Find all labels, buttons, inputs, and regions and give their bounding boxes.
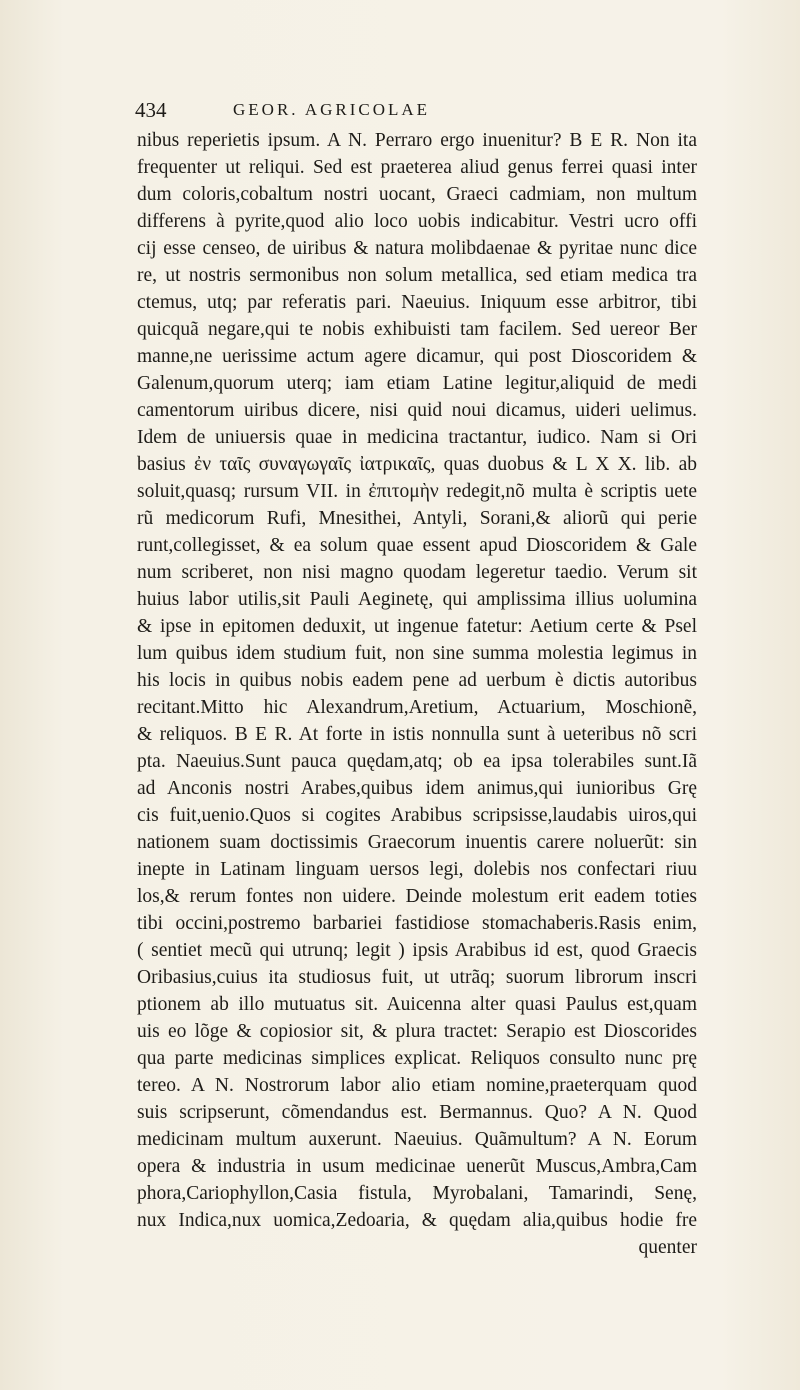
text-line: manne,ne uerissime actum agere dicamur, qui post Dioscoridem & bbox=[137, 346, 697, 367]
text-line: phora,Cariophyllon,Casia fistula, Myrobalani, Tamarindi, Senę, bbox=[137, 1183, 697, 1204]
text-line: his locis in quibus nobis eadem pene ad uerbum è dictis autoribus bbox=[137, 670, 697, 691]
text-line: pta. Naeuius.Sunt pauca quędam,atq; ob ea ipsa tolerabiles sunt.Iã bbox=[137, 751, 697, 772]
text-line: re, ut nostris sermonibus non solum metallica, sed etiam medica tra bbox=[137, 265, 697, 286]
text-line: basius ἐν ταῖς συναγωγαῖς ἰατρικαῖς, quas duobus & L X X. lib. ab bbox=[137, 454, 697, 475]
text-line: cis fuit,uenio.Quos si cogites Arabibus scripsisse,laudabis uiros,qui bbox=[137, 805, 697, 826]
text-line: suis scripserunt, cõmendandus est. Bermannus. Quo? A N. Quod bbox=[137, 1102, 697, 1123]
text-line: lum quibus idem studium fuit, non sine summa molestia legimus in bbox=[137, 643, 697, 664]
text-line: runt,collegisset, & ea solum quae essent apud Dioscoridem & Gale bbox=[137, 535, 697, 556]
text-line: medicinam multum auxerunt. Naeuius. Quãmultum? A N. Eorum bbox=[137, 1129, 697, 1150]
text-line: tereo. A N. Nostrorum labor alio etiam nomine,praeterquam quod bbox=[137, 1075, 697, 1096]
text-line: rũ medicorum Rufi, Mnesithei, Antyli, Sorani,& aliorũ qui perie bbox=[137, 508, 697, 529]
text-line: inepte in Latinam linguam uersos legi, dolebis nos confectari riuu bbox=[137, 859, 697, 880]
text-line: frequenter ut reliqui. Sed est praeterea aliud genus ferrei quasi inter bbox=[137, 157, 697, 178]
text-line: differens à pyrite,quod alio loco uobis indicabitur. Vestri ucro offi bbox=[137, 211, 697, 232]
text-line: Oribasius,cuius ita studiosus fuit, ut utrãq; suorum librorum inscri bbox=[137, 967, 697, 988]
text-line: soluit,quasq; rursum VII. in ἐπιτομὴν redegit,nõ multa è scriptis uete bbox=[137, 481, 697, 502]
text-line: tibi occini,postremo barbariei fastidiose stomachaberis.Rasis enim, bbox=[137, 913, 697, 934]
text-line: ad Anconis nostri Arabes,quibus idem animus,qui iunioribus Grę bbox=[137, 778, 697, 799]
text-line: recitant.Mitto hic Alexandrum,Aretium, Actuarium, Moschionẽ, bbox=[137, 697, 697, 718]
text-line: ctemus, utq; par referatis pari. Naeuius. Iniquum esse arbitror, tibi bbox=[137, 292, 697, 313]
text-line: ptionem ab illo mutuatus sit. Auicenna alter quasi Paulus est,quam bbox=[137, 994, 697, 1015]
text-line: Galenum,quorum uterq; iam etiam Latine legitur,aliquid de medi bbox=[137, 373, 697, 394]
body-text bbox=[137, 127, 697, 1261]
text-line: & reliquos. B E R. At forte in istis nonnulla sunt à ueteribus nõ scri bbox=[137, 724, 697, 745]
text-line: ( sentiet mecũ qui utrunq; legit ) ipsis Arabibus id est, quod Graecis bbox=[137, 940, 697, 961]
text-line: cij esse censeo, de uiribus & natura molibdaenae & pyritae nunc dice bbox=[137, 238, 697, 259]
text-line: los,& rerum fontes non uidere. Deinde molestum erit eadem toties bbox=[137, 886, 697, 907]
text-line: Idem de uniuersis quae in medicina tractantur, iudico. Nam si Ori bbox=[137, 427, 697, 448]
text-line: uis eo lõge & copiosior sit, & plura tractet: Serapio est Dioscorides bbox=[137, 1021, 697, 1042]
text-line: dum coloris,cobaltum nostri uocant, Graeci cadmiam, non multum bbox=[137, 184, 697, 205]
text-line: & ipse in epitomen deduxit, ut ingenue fatetur: Aetium certe & Psel bbox=[137, 616, 697, 637]
text-line: nibus reperietis ipsum. A N. Perraro ergo inuenitur? B E R. Non ita bbox=[137, 130, 697, 151]
text-line: quenter bbox=[638, 1237, 697, 1258]
text-line: quicquã negare,qui te nobis exhibuisti tam facilem. Sed uereor Ber bbox=[137, 319, 697, 340]
page-number: 434 bbox=[135, 98, 167, 122]
text-line: opera & industria in usum medicinae uenerũt Muscus,Ambra,Cam bbox=[137, 1156, 697, 1177]
page-header bbox=[135, 98, 695, 128]
text-line: camentorum uiribus dicere, nisi quid noui dicamus, uideri uelimus. bbox=[137, 400, 697, 421]
text-line: num scriberet, non nisi magno quodam legeretur taedio. Verum sit bbox=[137, 562, 697, 583]
text-line: qua parte medicinas simplices explicat. Reliquos consulto nunc prę bbox=[137, 1048, 697, 1069]
running-title: GEOR. AGRICOLAE bbox=[233, 100, 431, 119]
text-line: nationem suam doctissimis Graecorum inuentis carere noluerũt: sin bbox=[137, 832, 697, 853]
text-line: nux Indica,nux uomica,Zedoaria, & quędam alia,quibus hodie fre bbox=[137, 1210, 697, 1231]
text-line: huius labor utilis,sit Pauli Aeginetę, qui amplissima illius uolumina bbox=[137, 589, 697, 610]
